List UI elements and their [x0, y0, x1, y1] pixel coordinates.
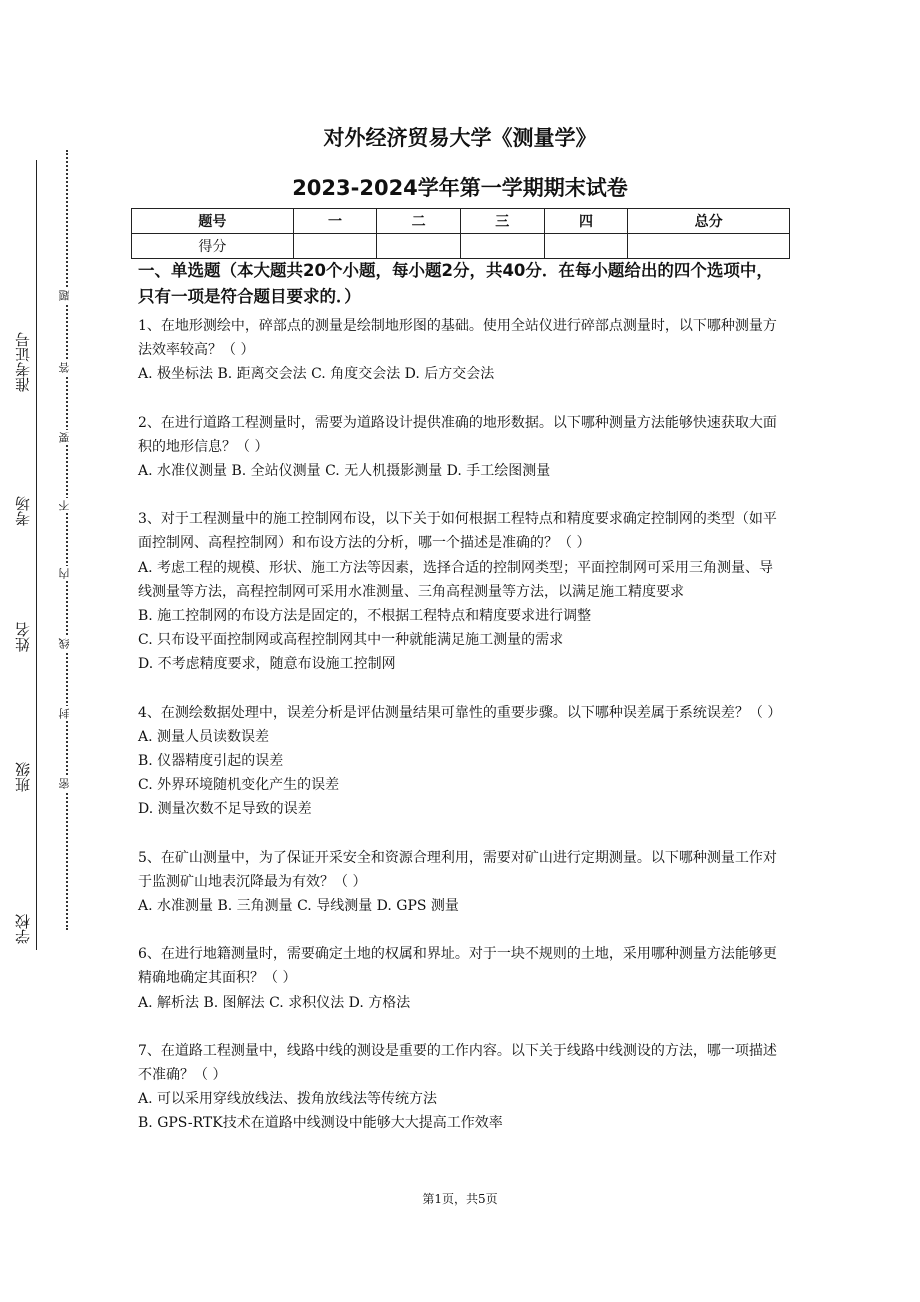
seal-char: 题 [58, 290, 71, 301]
score-table-score-row [132, 234, 790, 259]
question-stem: 6、在进行地籍测量时，需要确定土地的权属和界址。对于一块不规则的土地，采用哪种测量方法能够更精确地确定其面积？（ ） [138, 946, 777, 987]
score-cell [460, 234, 544, 259]
question-stem: 4、在测绘数据处理中，误差分析是评估测量结果可靠性的重要步骤。以下哪种误差属于系统误差？（ ） [138, 704, 782, 721]
option-line: A. 水准仪测量 B. 全站仪测量 C. 无人机摄影测量 D. 手工绘图测量 [138, 463, 551, 480]
question-stem: 3、对于工程测量中的施工控制网布设，以下关于如何根据工程特点和精度要求确定控制网的类型（如平面控制网、高程控制网）和布设方法的分析，哪一个描述是准确的？（ ） [138, 511, 777, 552]
option-line: A. 解析法 B. 图解法 C. 求积仪法 D. 方格法 [138, 994, 411, 1011]
score-header-cell: 总分 [628, 209, 790, 234]
option-d: D. 不考虑精度要求，随意布设施工控制网 [138, 656, 396, 673]
question-stem: 5、在矿山测量中，为了保证开采安全和资源合理利用，需要对矿山进行定期测量。以下哪种测量工作对于监测矿山地表沉降最为有效？（ ） [138, 849, 777, 890]
score-table-header-row [132, 209, 790, 234]
score-header-cell: 一 [293, 209, 377, 234]
question-stem: 7、在道路工程测量中，线路中线的测设是重要的工作内容。以下关于线路中线测设的方法，哪一项描述不准确？（ ） [138, 1042, 777, 1084]
score-cell [628, 234, 790, 259]
question-options [138, 1087, 786, 1135]
question-6 [138, 942, 786, 1015]
score-header-cell: 四 [544, 209, 628, 234]
option-a: A. 可以采用穿线放线法、拨角放线法等传统方法 [138, 1091, 438, 1108]
seal-char: 要 [58, 432, 71, 443]
question-4 [138, 701, 786, 822]
question-options [138, 459, 786, 483]
question-1 [138, 314, 786, 387]
score-header-cell: 二 [377, 209, 461, 234]
exam-title: 对外经济贸易大学《测量学》 [323, 126, 597, 150]
question-options [138, 556, 786, 677]
score-header-cell: 三 [460, 209, 544, 234]
seal-char: 密 [58, 778, 71, 789]
score-header-cell: 题号 [132, 209, 294, 234]
section-heading: 一、单选题（本大题共20个小题，每小题2分，共40分．在每小题给出的四个选项中，只有一项是符合题目要求的．） [138, 261, 773, 306]
question-5 [138, 846, 786, 919]
score-cell [377, 234, 461, 259]
seal-char: 封 [58, 708, 71, 719]
question-options [138, 894, 786, 918]
option-b: B. 施工控制网的布设方法是固定的，不根据工程特点和精度要求进行调整 [138, 608, 592, 625]
seal-char: 线 [58, 638, 71, 649]
option-line: A. 极坐标法 B. 距离交会法 C. 角度交会法 D. 后方交会法 [138, 366, 495, 383]
page-footer: 第1页，共5页 [422, 1192, 498, 1206]
seal-char: 不 [58, 500, 71, 511]
question-options [138, 991, 786, 1015]
label-name: 姓名 [14, 622, 32, 652]
label-exam-number: 准考证号 [14, 332, 32, 392]
question-7 [138, 1039, 786, 1136]
question-stem: 1、在地形测绘中，碎部点的测量是绘制地形图的基础。使用全站仪进行碎部点测量时，以下哪种测量方法效率较高？（ ） [138, 318, 777, 359]
binding-line [36, 160, 37, 950]
question-options [138, 362, 786, 386]
seal-char: 答 [58, 362, 71, 373]
option-b: B. GPS-RTK技术在道路中线测设中能够大大提高工作效率 [138, 1115, 503, 1132]
seal-char: 内 [58, 568, 71, 579]
score-cell [544, 234, 628, 259]
option-line: A. 水准测量 B. 三角测量 C. 导线测量 D. GPS 测量 [138, 898, 459, 915]
exam-content [138, 258, 786, 1136]
question-options [138, 725, 786, 822]
option-a: A. 考虑工程的规模、形状、施工方法等因素，选择合适的控制网类型；平面控制网可采用三角测量、导线测量等方法，高程控制网可采用水准测量、三角高程测量等方法，以满足施工精度要求 [138, 559, 774, 600]
score-table [131, 208, 790, 259]
score-cell [293, 234, 377, 259]
option-a: A. 测量人员读数误差 [138, 728, 270, 745]
option-c: C. 外界环境随机变化产生的误差 [138, 777, 340, 794]
seal-dotted-line [66, 150, 68, 930]
question-3 [138, 507, 786, 676]
question-2 [138, 411, 786, 484]
score-row-label: 得分 [132, 234, 294, 259]
label-school: 学校 [14, 914, 32, 944]
option-b: B. 仪器精度引起的误差 [138, 753, 284, 770]
label-class: 班级 [14, 762, 32, 792]
option-c: C. 只布设平面控制网或高程控制网其中一种就能满足施工测量的需求 [138, 632, 564, 649]
label-exam-room: 考场 [14, 496, 32, 526]
option-d: D. 测量次数不足导致的误差 [138, 801, 312, 818]
exam-subtitle: 2023-2024学年第一学期期末试卷 [292, 176, 628, 200]
question-stem: 2、在进行道路工程测量时，需要为道路设计提供准确的地形数据。以下哪种测量方法能够快速获取大面积的地形信息？（ ） [138, 414, 777, 455]
